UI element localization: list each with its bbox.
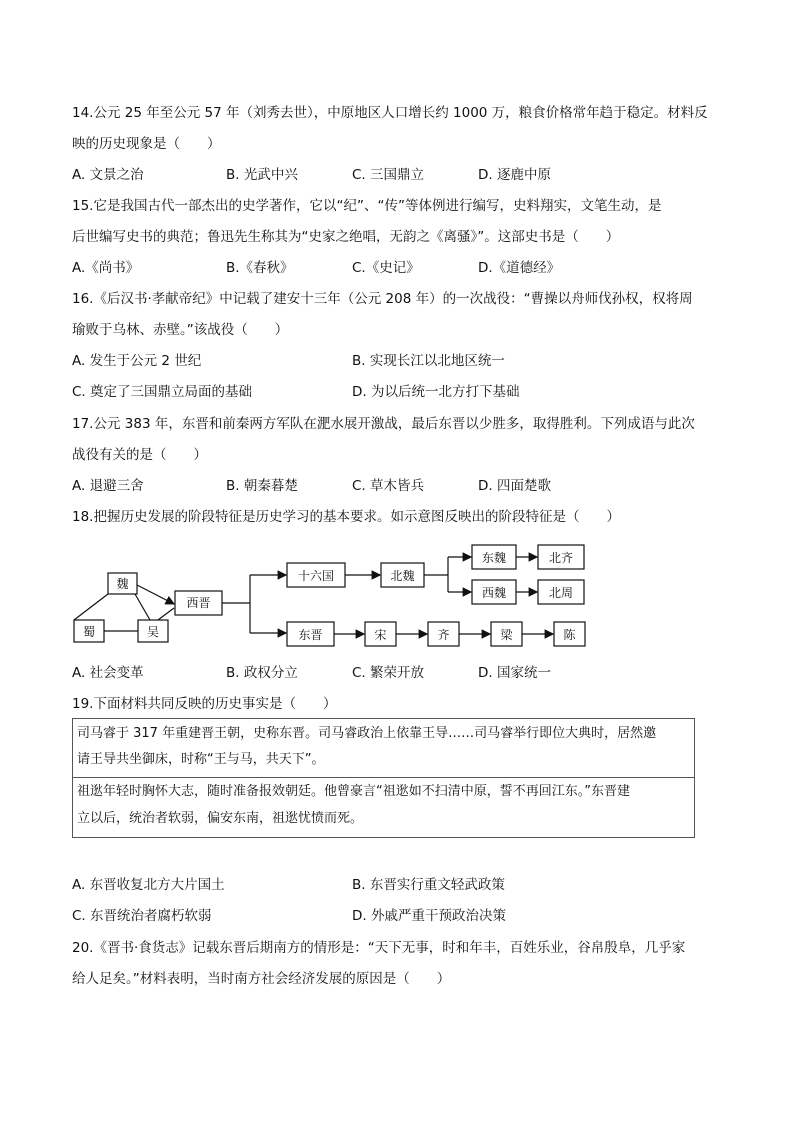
label-song: 宋 [374, 628, 387, 642]
label-beiqi: 北齐 [548, 551, 574, 565]
label-beizhou: 北周 [548, 586, 574, 600]
label-liang: 梁 [500, 628, 513, 642]
q17-line-2: 战役有关的是（ ） [72, 447, 207, 463]
q19-option-a[interactable]: A. 东晋收复北方大片国土 [72, 877, 225, 893]
q15-option-d[interactable]: D.《道德经》 [478, 260, 561, 276]
material-2-line-1: 祖逖年轻时胸怀大志，随时准备报效朝廷。他曾豪言“祖逖如不扫清中原，誓不再回江东。”东晋建 [77, 784, 630, 799]
q15-option-a[interactable]: A.《尚书》 [72, 260, 140, 276]
q19-option-d[interactable]: D. 外戚严重干预政治决策 [352, 908, 506, 924]
q15-line-2: 后世编写史书的典范；鲁迅先生称其为“史家之绝唱，无韵之《离骚》”。这部史书是（ ） [72, 229, 620, 245]
q15-option-c[interactable]: C.《史记》 [352, 260, 420, 276]
q16-line-2: 瑜败于乌林、赤壁。”该战役（ ） [72, 322, 289, 338]
q16-line-1: 16.《后汉书·孝献帝纪》中记载了建安十三年（公元 208 年）的一次战役：“曹操以舟师伐孙权，权将周 [72, 291, 693, 307]
q17-line-1: 17.公元 383 年，东晋和前秦两方军队在淝水展开激战，最后东晋以少胜多，取得胜利。下列成语与此次 [72, 416, 695, 432]
q14-option-b[interactable]: B. 光武中兴 [226, 167, 298, 183]
q20-line-2: 给人足矣。”材料表明，当时南方社会经济发展的原因是（ ） [72, 971, 451, 987]
q17-option-d[interactable]: D. 四面楚歌 [478, 478, 551, 494]
label-qi: 齐 [437, 628, 450, 642]
material-box [72, 718, 695, 838]
label-chen: 陈 [563, 628, 576, 642]
material-2-line-2: 立以后，统治者软弱，偏安东南，祖逖忧愤而死。 [77, 811, 364, 826]
q16-option-b[interactable]: B. 实现长江以北地区统一 [352, 353, 505, 369]
material-1-line-2: 请王导共坐御床，时称“王与马，共天下”。 [77, 752, 325, 767]
material-1-line-1: 司马睿于 317 年重建晋王朝，史称东晋。司马睿政治上依靠王导……司马睿举行即位大典时，居然邀 [77, 726, 657, 741]
q19-option-b[interactable]: B. 东晋实行重文轻武政策 [352, 877, 505, 893]
q20-line-1: 20.《晋书·食货志》记载东晋后期南方的情形是：“天下无事，时和年丰，百姓乐业，谷帛殷阜，几乎家 [72, 940, 686, 956]
label-wu: 吴 [146, 625, 160, 639]
q16-option-d[interactable]: D. 为以后统一北方打下基础 [352, 384, 520, 400]
label-dongjin: 东晋 [298, 628, 323, 642]
label-xijin: 西晋 [186, 596, 211, 610]
q18-option-b[interactable]: B. 政权分立 [226, 665, 298, 681]
q16-option-c[interactable]: C. 奠定了三国鼎立局面的基础 [72, 384, 253, 400]
label-xiwei: 西魏 [481, 586, 507, 600]
q15-option-b[interactable]: B.《春秋》 [226, 260, 294, 276]
q14-option-a[interactable]: A. 文景之治 [72, 167, 144, 183]
q19-option-c[interactable]: C. 东晋统治者腐朽软弱 [72, 908, 212, 924]
label-shu: 蜀 [82, 625, 96, 639]
q14-line-2: 映的历史现象是（ ） [72, 136, 221, 152]
q14-line-1: 14.公元 25 年至公元 57 年（刘秀去世），中原地区人口增长约 1000 万，粮食价格常年趋于稳定。材料反 [72, 105, 708, 121]
q19-line-1: 19.下面材料共同反映的历史事实是（ ） [72, 696, 337, 712]
q18-line-1: 18.把握历史发展的阶段特征是历史学习的基本要求。如示意图反映出的阶段特征是（ ） [72, 509, 620, 525]
q14-option-c[interactable]: C. 三国鼎立 [352, 167, 425, 183]
q17-option-c[interactable]: C. 草木皆兵 [352, 478, 425, 494]
q18-option-d[interactable]: D. 国家统一 [478, 665, 551, 681]
q18-option-c[interactable]: C. 繁荣开放 [352, 665, 425, 681]
label-shiliuguo: 十六国 [297, 569, 335, 583]
q17-option-a[interactable]: A. 退避三舍 [72, 478, 144, 494]
material-divider [73, 777, 694, 778]
q16-option-a[interactable]: A. 发生于公元 2 世纪 [72, 353, 202, 369]
q14-option-d[interactable]: D. 逐鹿中原 [478, 167, 551, 183]
label-dongwei: 东魏 [481, 551, 507, 565]
label-wei: 魏 [116, 577, 129, 591]
q17-option-b[interactable]: B. 朝秦暮楚 [226, 478, 298, 494]
label-beiwei: 北魏 [390, 569, 415, 583]
q18-option-a[interactable]: A. 社会变革 [72, 665, 144, 681]
q15-line-1: 15.它是我国古代一部杰出的史学著作，它以“纪”、“传”等体例进行编写，史料翔实，文笔生动，是 [72, 198, 662, 214]
